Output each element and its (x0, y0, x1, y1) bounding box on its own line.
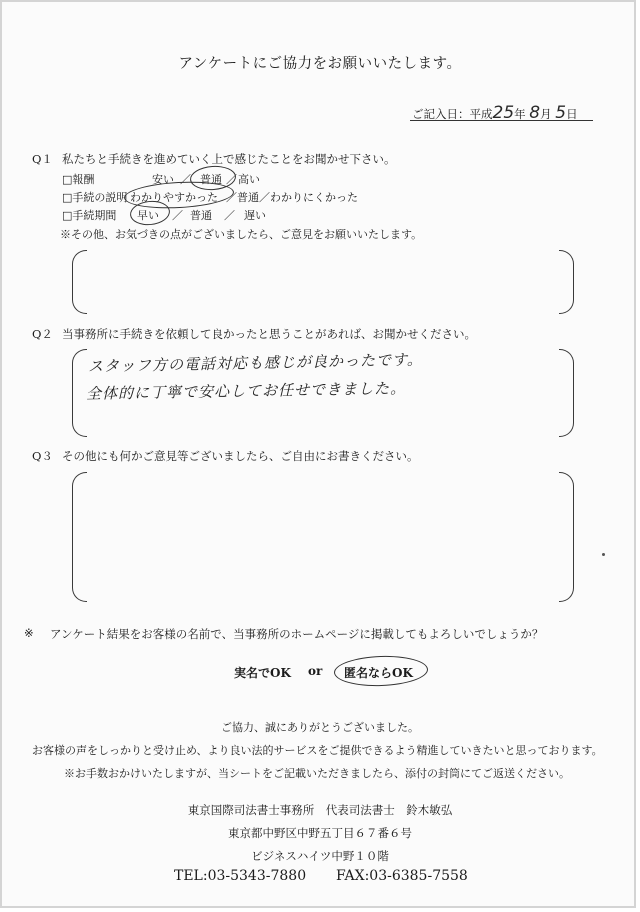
q1-period-opt-fast: 早い (137, 209, 159, 222)
office-tel: TEL:03-5343-7880 (174, 868, 307, 884)
q2-answer-line-1: スタッフ方の電話対応も感じが良かったです。 (87, 350, 423, 376)
q3-box-left (72, 472, 87, 602)
q1-period-sep2: ／ (224, 209, 235, 222)
q1-question: 私たちと手続きを進めていく上で感じたことをお聞かせ下さい。 (62, 152, 396, 166)
q2-label: Q２ (32, 327, 53, 341)
date-day: 5 (555, 103, 567, 123)
publish-question: アンケート結果をお客様の名前で、当事務所のホームページに掲載してもよろしいでしょうか？ (50, 627, 544, 641)
q1-fee-opt-normal: 普通 (200, 173, 222, 186)
or-text: or (308, 664, 323, 678)
q1-fee-opt-high: 高い (238, 173, 260, 186)
q1-label: Q１ (32, 152, 53, 166)
q3-label: Q３ (32, 449, 53, 463)
q1-item-fee: □報酬 (62, 173, 95, 186)
q1-period-opt-slow: 遅い (244, 209, 266, 222)
q1-item-explanation: □手続の説明 (62, 191, 128, 204)
q3-question: その他にも何かご意見等ございましたら、ご自由にお書きください。 (62, 449, 419, 463)
office-building: ビジネスハイツ中野１０階 (251, 849, 389, 863)
office-name: 東京国際司法書士事務所 代表司法書士 鈴木敏弘 (187, 803, 453, 817)
q1-fee-sep1: ／ (180, 173, 191, 186)
q1-fee-sep2: ／ (226, 173, 237, 186)
anonymous-ok-option: 匿名ならOK (344, 666, 413, 680)
q1-exp-opt-rest: ／普通／わかりにくかった (226, 191, 358, 204)
q1-period-sep1: ／ (172, 209, 183, 222)
page-title: アンケートにご協力をお願いいたします。 (178, 56, 462, 72)
thanks-line-3: ※お手数おかけいたしますが、当シートをご記載いただきましたら、添付の封筒にてご返送ください。 (64, 767, 570, 780)
q2-box-right (559, 349, 574, 437)
q3-box-right (559, 472, 574, 602)
q1-other-comments: ※その他、お気づきの点がございましたら、ご意見をお願いいたします。 (60, 228, 423, 241)
date-year-suffix: 年 (514, 107, 526, 121)
q2-question: 当事務所に手続きを依頼して良かったと思うことがあれば、お聞かせください。 (62, 327, 476, 341)
q1-exp-opt-clear: わかりやすかった (130, 191, 218, 204)
anonymous-selection-circle (334, 654, 429, 687)
date-label: ご記入日：平成 (412, 107, 493, 121)
q1-box-right (559, 250, 574, 314)
q1-item-period: □手続期間 (62, 209, 117, 222)
q1-period-opt-normal: 普通 (190, 209, 212, 222)
date-month: 8 (529, 103, 541, 123)
publish-mark: ※ (24, 626, 34, 640)
date-day-suffix: 日 (566, 107, 578, 121)
office-address: 東京都中野区中野五丁目６７番６号 (228, 826, 412, 840)
real-name-ok-option: 実名でOK (234, 666, 291, 680)
stray-mark (602, 553, 605, 556)
q2-answer-line-2: 全体的に丁寧で安心してお任せできました。 (85, 379, 407, 403)
date-month-suffix: 月 (540, 107, 552, 121)
thanks-line-1: ご協力、誠にありがとうございました。 (221, 721, 419, 734)
date-year: 25 (492, 103, 515, 123)
thanks-line-2: お客様の声をしっかりと受け止め、より良い法的サービスをご提供できるよう精進していきたいと思っております。 (32, 744, 603, 757)
q2-box-left (72, 349, 87, 437)
q1-box-left (72, 250, 87, 314)
date-underline (410, 120, 593, 121)
office-fax: FAX:03-6385-7558 (336, 868, 468, 884)
q1-fee-opt-cheap: 安い (152, 173, 174, 186)
